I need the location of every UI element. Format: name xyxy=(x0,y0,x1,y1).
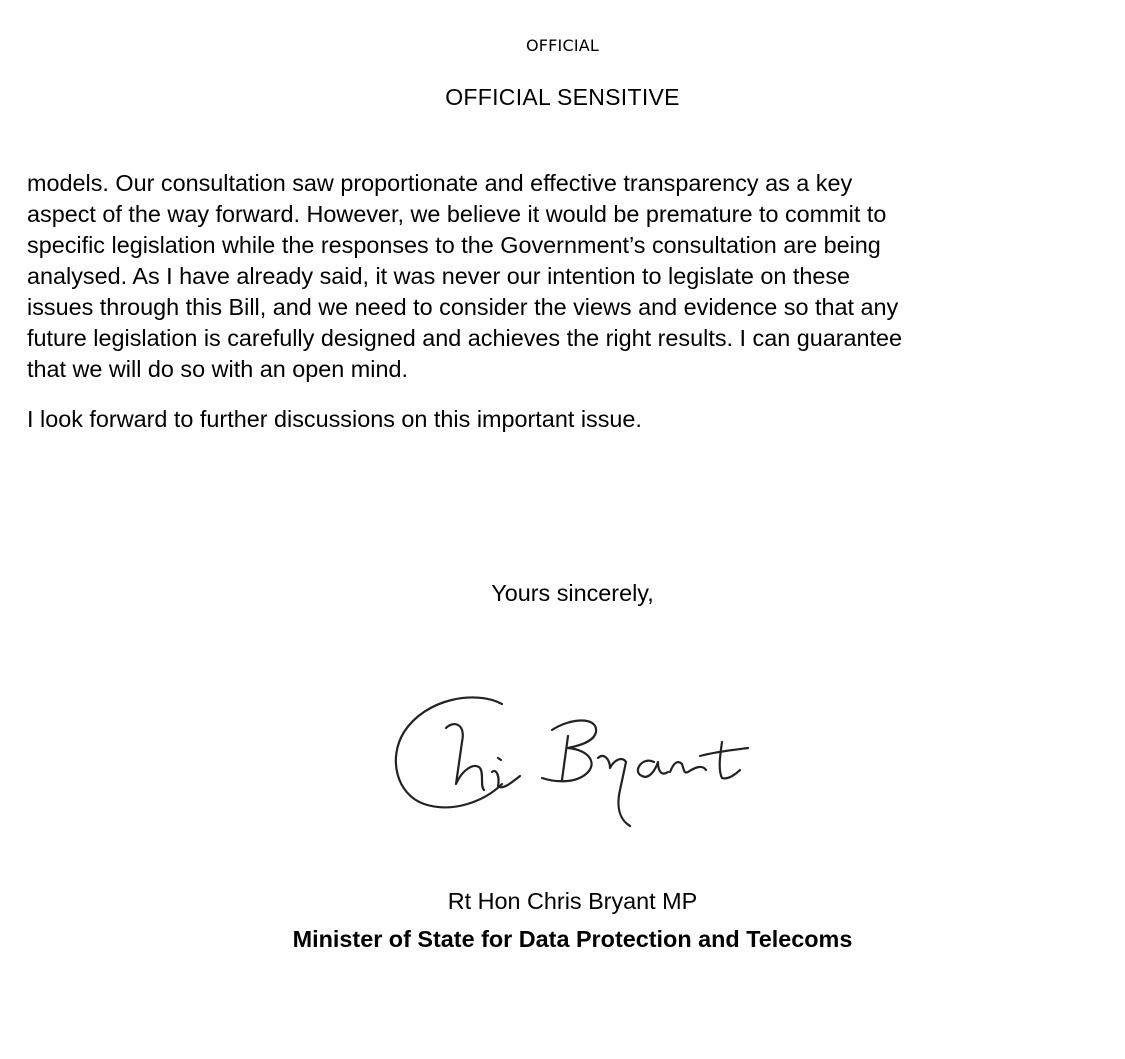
signature-stroke-c xyxy=(396,697,502,807)
signatory-name: Rt Hon Chris Bryant MP xyxy=(447,888,698,914)
signature-stroke-y xyxy=(598,756,630,826)
body-paragraph-2: I look forward to further discussions on this important issue. xyxy=(27,406,642,432)
body-paragraph-1: models. Our consultation saw proportionate and effective transparency as a key aspect of the way forward. However, we believe it would be premature to commit to specific legislation while the responses to the Government’s consultation are being analysed. As I have already said, it was never our intention to legislate on these issues through this Bill, and we need to consider the views and evidence so that any future legislation is carefully designed and achieves the right results. I can guarantee that we will do so with an open mind. xyxy=(27,170,903,382)
signature-stroke-h xyxy=(446,724,484,790)
signature-stroke-a xyxy=(638,761,668,777)
letter-body xyxy=(27,168,1117,435)
signature-dot-i xyxy=(498,758,501,760)
signatory-title: Minister of State for Data Protection and Telecoms xyxy=(292,926,853,952)
signature-stroke-b-stem xyxy=(562,736,568,780)
signature-image xyxy=(384,680,784,830)
signature-stroke-b xyxy=(542,721,596,782)
signature-stroke-i xyxy=(492,771,520,787)
classification-marking-sensitive: OFFICIAL SENSITIVE xyxy=(445,84,680,110)
valediction: Yours sincerely, xyxy=(491,580,654,606)
signature-stroke-n xyxy=(670,762,706,772)
signature-stroke-t-cross xyxy=(700,748,748,756)
classification-marking-top: OFFICIAL xyxy=(525,36,600,55)
signature-stroke-t-stem xyxy=(720,742,740,778)
